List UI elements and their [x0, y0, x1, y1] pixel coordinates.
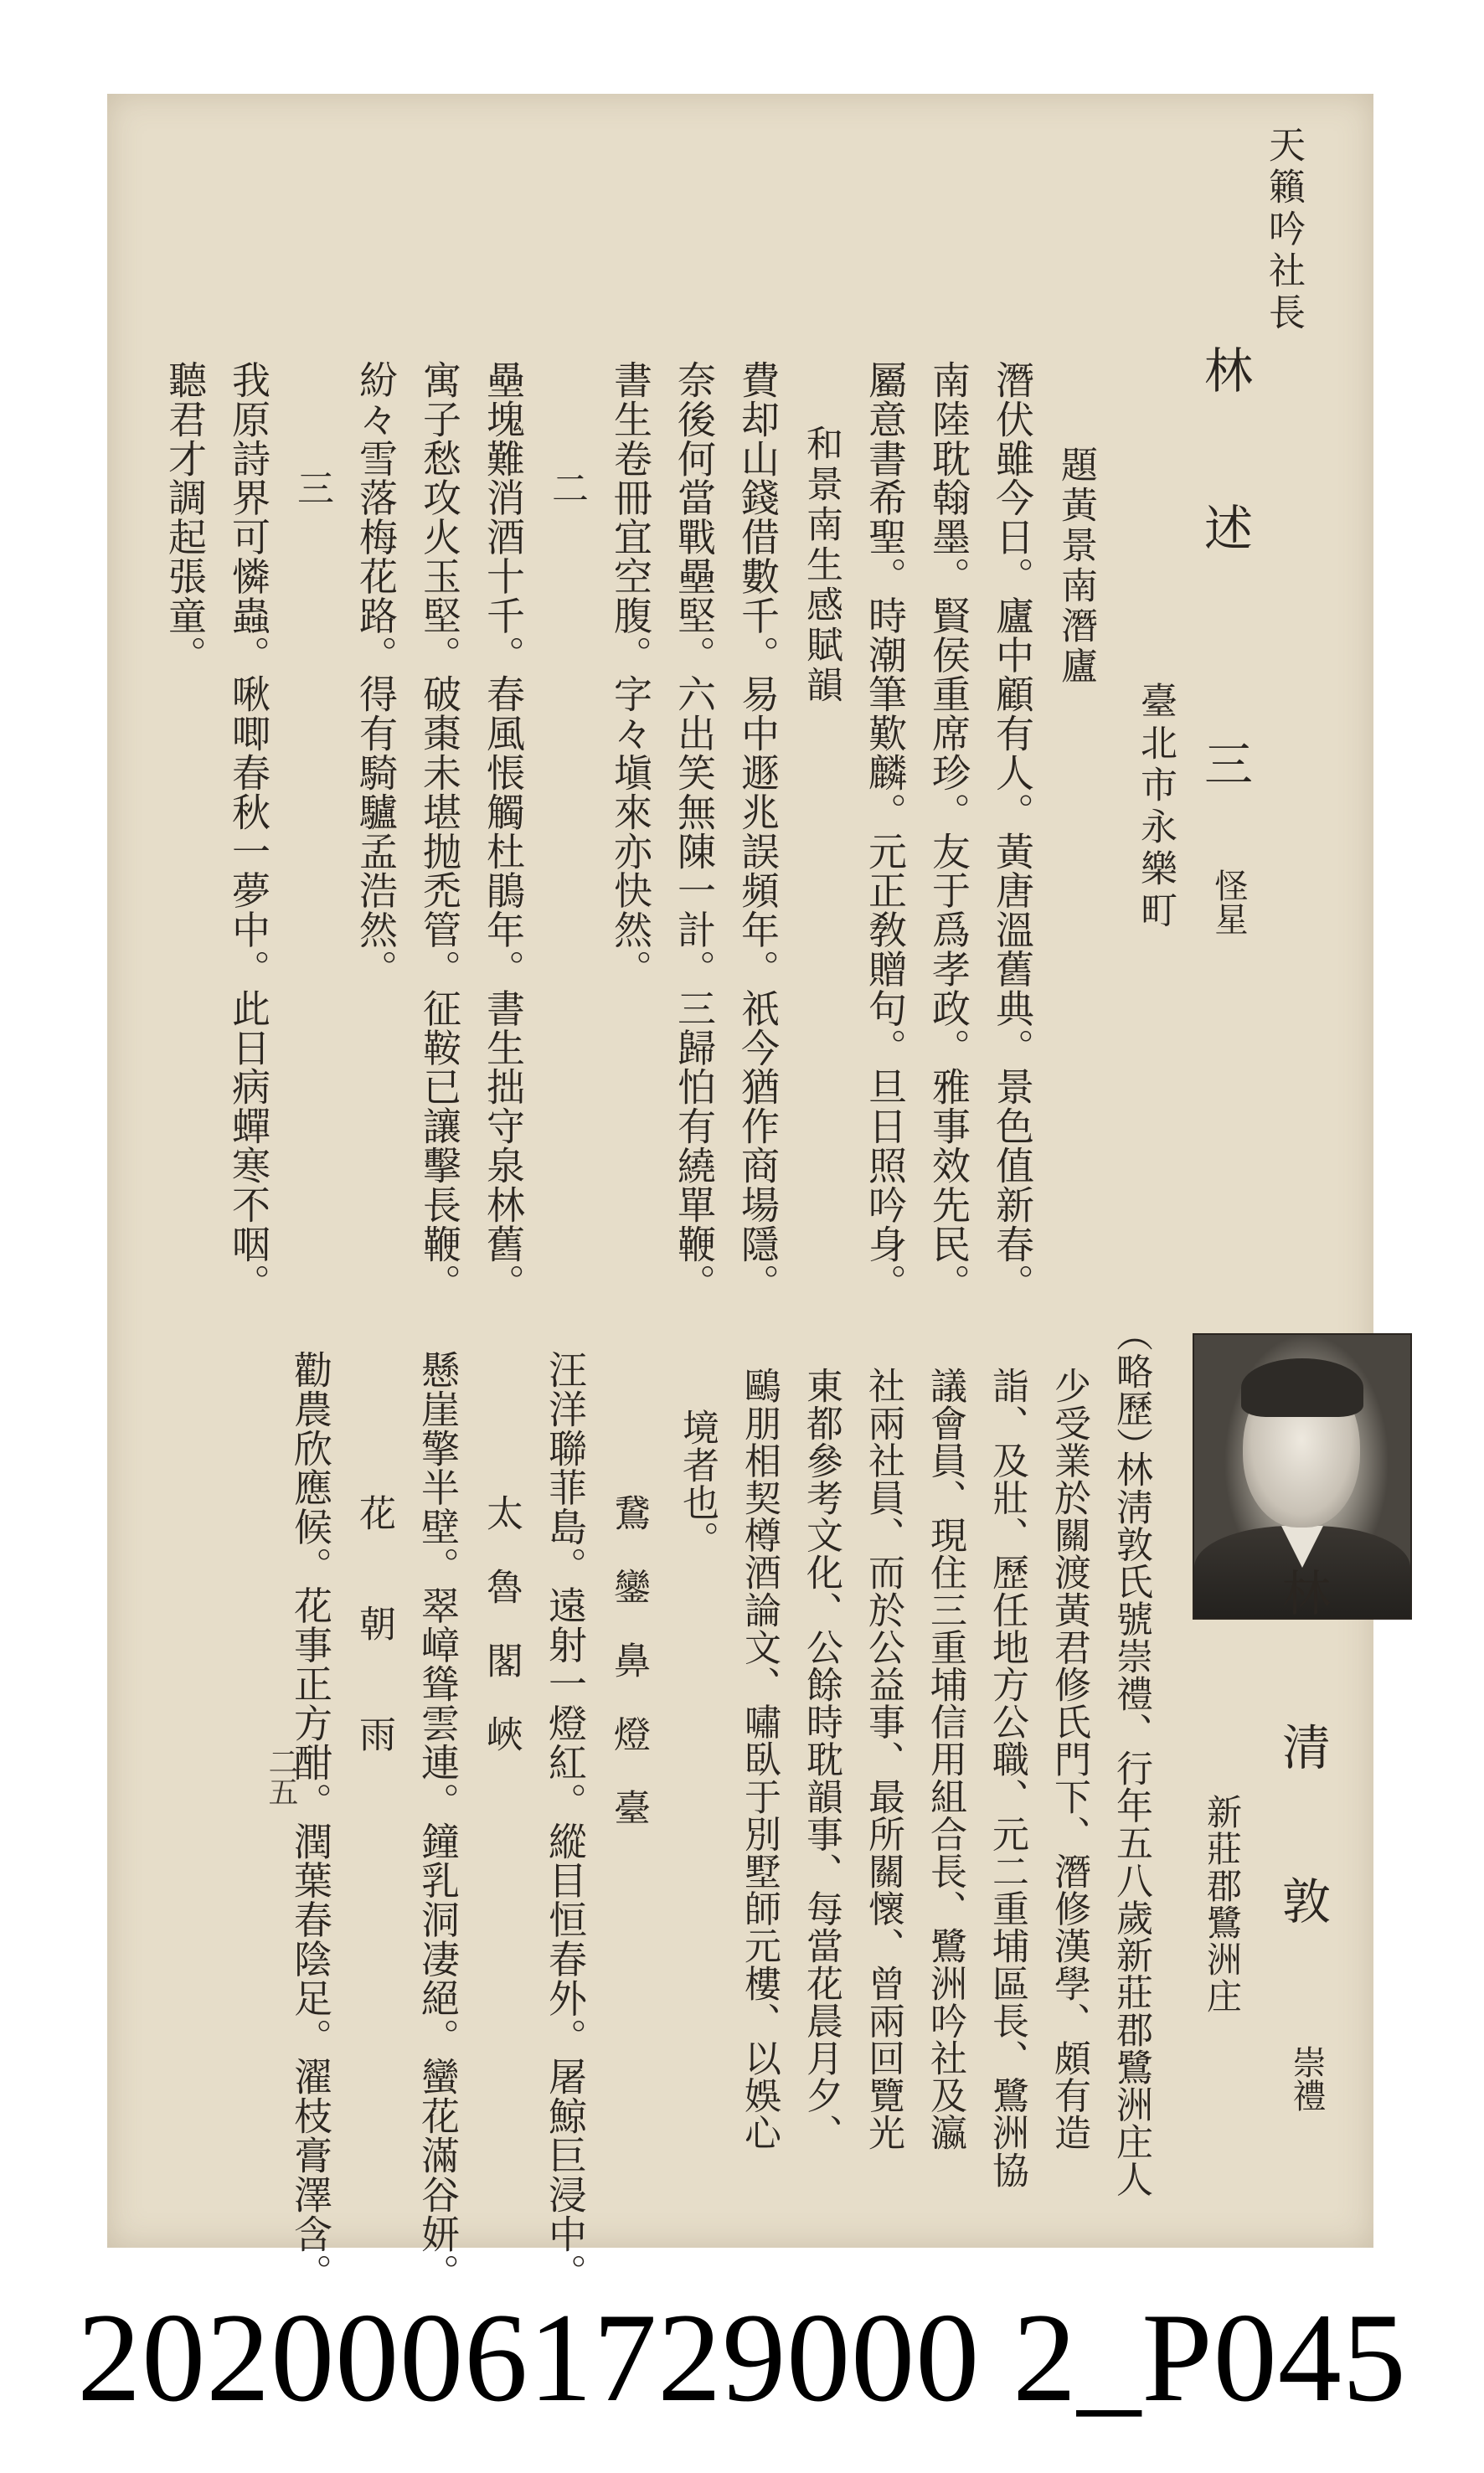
profile-courtesy-name: 崇禮: [1287, 2045, 1326, 2112]
author-name: 林 述 三: [1196, 345, 1253, 817]
bio-line: 境者也。: [676, 1409, 719, 1559]
profile-name: 林 清 敦: [1274, 1568, 1331, 1953]
poem2-section2-line: 紛々雪落梅花路。得有騎驢孟浩然。: [353, 360, 399, 989]
bio-label: （略歷）: [1110, 1315, 1152, 1465]
poem2-section3-line: 我原詩界可憐蟲。啾唧春秋一夢中。此日病蟬寒不咽。: [226, 360, 271, 1303]
bio-line: 林淸敦氏號崇禮、行年五八歲新莊郡鷺洲庄人: [1110, 1450, 1152, 2197]
poem2-title: 和景南生感賦韻: [800, 425, 842, 706]
section-marker: 三: [291, 469, 333, 506]
poem4-line: 懸崖擎半壁。翠嶂聳雲連。鐘乳洞凄絕。蠻花滿谷妍。: [415, 1350, 461, 2293]
poem2-section2-line: 寓子愁攻火玉堅。破棗未堪抛禿管。征鞍已讓擊長鞭。: [417, 360, 462, 1303]
book-page: [107, 94, 1373, 2293]
author-pen-name: 怪星: [1209, 868, 1248, 935]
profile-address: 新莊郡鷺洲庄: [1202, 1794, 1243, 2015]
poem2-line: 奈後何當戰壘堅。六出笑無陳一計。三歸怕有繞單鞭。: [672, 360, 717, 1303]
bio-line: 鷗朋相契樽酒論文、嘯臥于別墅師元樓、以娛心: [738, 1367, 781, 2151]
bio-line: 東都參考文化、公餘時耽韻事、每當花晨月夕、: [800, 1367, 842, 2151]
poem1-line: 南陸耽翰墨。賢侯重席珍。友于爲孝政。雅事效先民。: [926, 360, 971, 1303]
bio-line: 詣、及壯、歷任地方公職、元二重埔區長、鷺洲協: [986, 1367, 1028, 2189]
poem4-title: 太 魯 閣 峽: [480, 1494, 523, 1752]
poem5-line: 勸農欣應候。花事正方酣。潤葉春陰足。濯枝膏澤含。: [288, 1350, 333, 2293]
poem1-line: 潛伏雖今日。廬中顧有人。黃唐溫舊典。景色值新春。: [990, 360, 1035, 1303]
poem1-line: 屬意書希聖。時潮筆歎麟。元正敎贈句。旦日照吟身。: [863, 360, 908, 1303]
poem2-section2-line: 壘塊難消酒十千。春風悵觸杜鵑年。書生拙守泉林舊。: [481, 360, 526, 1303]
poem2-section3-line: 聽君才調起張童。: [162, 360, 208, 675]
archive-id-caption: 20200061729000 2_P045: [77, 2287, 1407, 2428]
page-number: 二五: [264, 1746, 298, 1806]
bio-line: 議會員、現住三重埔信用組合長、鷺洲吟社及瀛: [924, 1367, 966, 2151]
bio-line: 少受業於關渡黃君修氏門下、潛修漢學、頗有造: [1048, 1367, 1090, 2151]
bio-line: 社兩社員、而於公益事、最所關懷、曾兩回覽光: [862, 1367, 904, 2151]
poem3-line: 汪洋聯菲島。遠射一燈紅。縱目恒春外。屠鯨巨浸中。: [543, 1350, 588, 2293]
society-title: 天籟吟社長: [1262, 126, 1305, 335]
poem2-line: 書生卷冊宜空腹。字々塡來亦快然。: [608, 360, 653, 989]
section-marker: 二: [545, 469, 588, 506]
poem5-title: 花 朝 雨: [353, 1494, 395, 1752]
poem2-line: 費却山錢借數千。易中遯兆誤頻年。祇今猶作商場隱。: [735, 360, 781, 1303]
poem1-title: 題黃景南潛廬: [1054, 446, 1097, 687]
poem3-title: 鵞 鑾 鼻 燈 臺: [607, 1494, 650, 1826]
author-address: 臺北市永樂町: [1134, 682, 1177, 933]
